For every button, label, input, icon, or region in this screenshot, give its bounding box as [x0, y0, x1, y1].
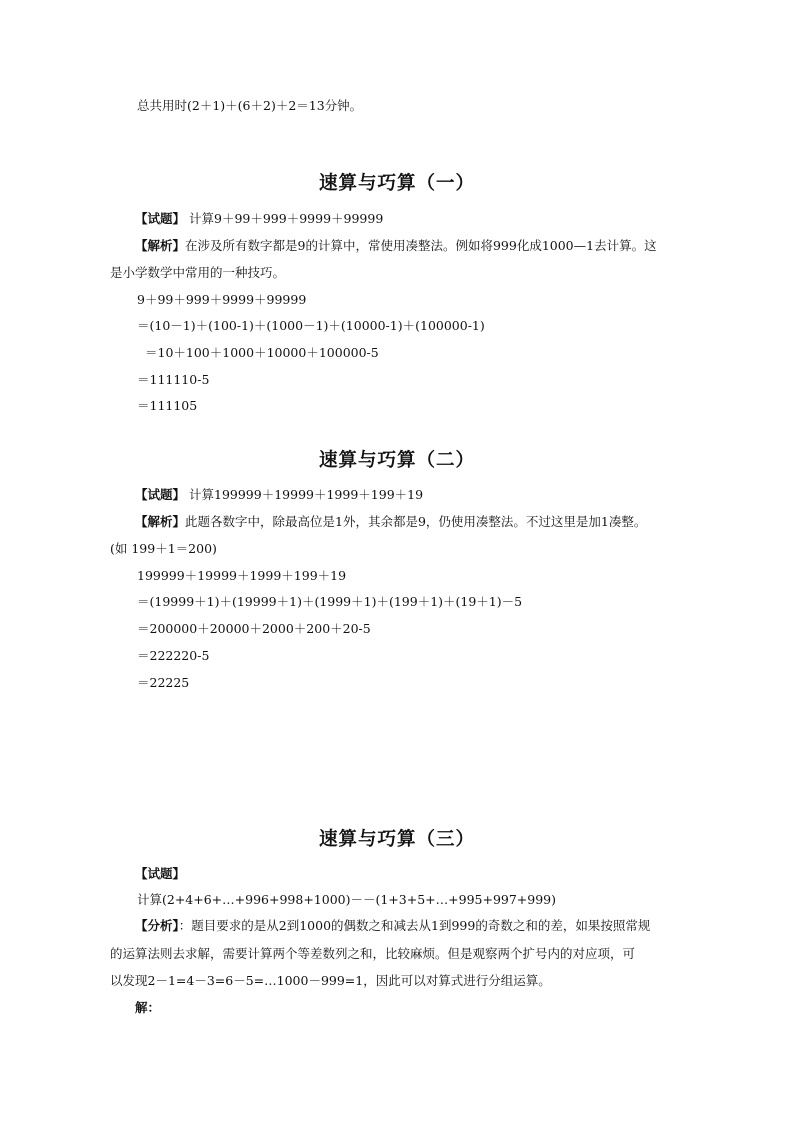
question-label: 【试题】 — [135, 487, 186, 502]
section-1-step-1: 9＋99＋999＋9999＋99999 — [137, 292, 307, 307]
section-1-step-3: ＝10＋100＋1000＋10000＋100000-5 — [145, 345, 379, 360]
section-1-step-4: ＝111110-5 — [137, 372, 210, 387]
section-3-title: 速算与巧算（三） — [318, 829, 475, 850]
analysis-text: 此题各数字中，除最高位是1外，其余都是9，仍使用凑整法。不过这里是加1凑整。 — [185, 514, 647, 529]
section-3-analysis-line-1 — [135, 917, 735, 935]
analysis-label: 【分析】 — [135, 918, 179, 933]
section-1-step-5: ＝111105 — [137, 398, 198, 413]
section-3-analysis-line-3: 以发现2－1=4－3=6－5=…1000－999=1，因此可以对算式进行分组运算。 — [110, 973, 551, 988]
section-2-step-3: ＝200000＋20000＋2000＋200＋20-5 — [137, 621, 371, 636]
question-text: 计算9＋99＋999＋9999＋99999 — [185, 211, 384, 226]
analysis-label: 【解析】 — [135, 514, 186, 529]
section-1-title: 速算与巧算（一） — [318, 173, 475, 194]
analysis-label: 【解析】 — [135, 238, 186, 253]
section-2-question — [135, 486, 735, 504]
intro-line: 总共用时(2＋1)＋(6＋2)＋2＝13分钟。 — [137, 98, 363, 113]
analysis-text: 在涉及所有数字都是9的计算中，常使用凑整法。例如将999化成1000—1去计算。这 — [185, 238, 657, 253]
section-1-question — [135, 210, 735, 228]
section-3-question-text: 计算(2+4+6+…+996+998+1000)－－(1+3+5+…+995+997+999) — [137, 892, 557, 907]
section-3-question-label — [135, 865, 735, 883]
section-3-solution-label: 解： — [135, 1000, 161, 1015]
section-3-analysis-line-2: 的运算法则去求解，需要计算两个等差数列之和，比较麻烦。但是观察两个扩号内的对应项，可 — [110, 946, 636, 961]
section-1-analysis-line-1 — [135, 237, 735, 255]
section-2-analysis-line-2: (如 199＋1＝200) — [110, 541, 217, 556]
section-2-analysis-line-1 — [135, 513, 735, 531]
section-2-step-4: ＝222220-5 — [137, 648, 210, 663]
question-text: 计算199999＋19999＋1999＋199＋19 — [185, 487, 424, 502]
section-1-step-2: ＝(10－1)＋(100-1)＋(1000－1)＋(10000-1)＋(100000-1) — [137, 318, 485, 333]
analysis-text: ：题目要求的是从2到1000的偶数之和减去从1到999的奇数之和的差，如果按照常规 — [178, 918, 651, 933]
section-2-title: 速算与巧算（二） — [318, 450, 475, 471]
question-label: 【试题】 — [135, 211, 186, 226]
section-2-step-2: ＝(19999＋1)＋(19999＋1)＋(1999＋1)＋(199＋1)＋(19＋1)－5 — [137, 594, 523, 609]
question-label: 【试题】 — [135, 866, 186, 881]
section-2-step-1: 199999＋19999＋1999＋199＋19 — [137, 568, 347, 583]
section-1-analysis-line-2: 是小学数学中常用的一种技巧。 — [110, 265, 286, 280]
section-2-step-5: ＝22225 — [137, 675, 190, 690]
